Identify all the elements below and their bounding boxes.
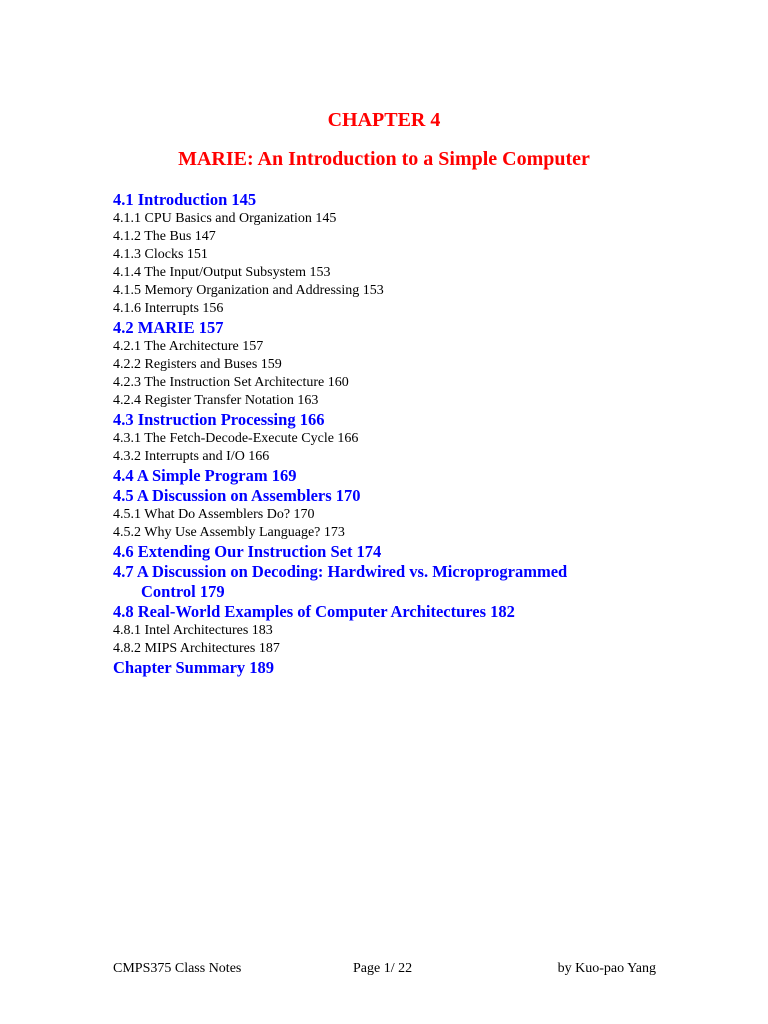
chapter-title: MARIE: An Introduction to a Simple Computer [178, 148, 590, 170]
toc-subsection: 4.5.2 Why Use Assembly Language? 173 [113, 525, 345, 540]
toc-section: 4.7 A Discussion on Decoding: Hardwired vs. Microprogrammed [113, 562, 568, 581]
toc-subsection: 4.5.1 What Do Assemblers Do? 170 [113, 507, 315, 522]
toc-subsection: 4.1.5 Memory Organization and Addressing 153 [113, 283, 384, 298]
toc-subsection: 4.1.4 The Input/Output Subsystem 153 [113, 265, 331, 280]
toc-subsection: 4.8.2 MIPS Architectures 187 [113, 641, 280, 656]
toc-section: 4.6 Extending Our Instruction Set 174 [113, 542, 382, 561]
toc-subsection: 4.1.3 Clocks 151 [113, 247, 208, 262]
toc-section: Chapter Summary 189 [113, 658, 275, 677]
toc-subsection: 4.8.1 Intel Architectures 183 [113, 623, 273, 638]
chapter-number: CHAPTER 4 [327, 109, 441, 131]
footer-author: by Kuo-pao Yang [557, 961, 656, 976]
table-of-contents [113, 190, 673, 678]
toc-subsection: 4.3.2 Interrupts and I/O 166 [113, 449, 270, 464]
toc-subsection: 4.2.2 Registers and Buses 159 [113, 357, 282, 372]
toc-section: 4.4 A Simple Program 169 [113, 466, 297, 485]
toc-section: 4.1 Introduction 145 [113, 190, 257, 209]
toc-subsection: 4.1.6 Interrupts 156 [113, 301, 224, 316]
footer-course: CMPS375 Class Notes [113, 961, 242, 976]
toc-section: 4.8 Real-World Examples of Computer Architectures 182 [113, 602, 515, 621]
toc-section-continuation: Control 179 [141, 582, 225, 601]
footer-page-number: Page 1/ 22 [353, 961, 413, 976]
toc-subsection: 4.3.1 The Fetch-Decode-Execute Cycle 166 [113, 431, 359, 446]
toc-subsection: 4.2.1 The Architecture 157 [113, 339, 264, 354]
toc-section: 4.5 A Discussion on Assemblers 170 [113, 486, 361, 505]
toc-subsection: 4.2.4 Register Transfer Notation 163 [113, 393, 319, 408]
toc-subsection: 4.1.1 CPU Basics and Organization 145 [113, 211, 337, 226]
toc-section: 4.3 Instruction Processing 166 [113, 410, 325, 429]
toc-subsection: 4.2.3 The Instruction Set Architecture 160 [113, 375, 349, 390]
toc-section: 4.2 MARIE 157 [113, 318, 224, 337]
toc-subsection: 4.1.2 The Bus 147 [113, 229, 216, 244]
